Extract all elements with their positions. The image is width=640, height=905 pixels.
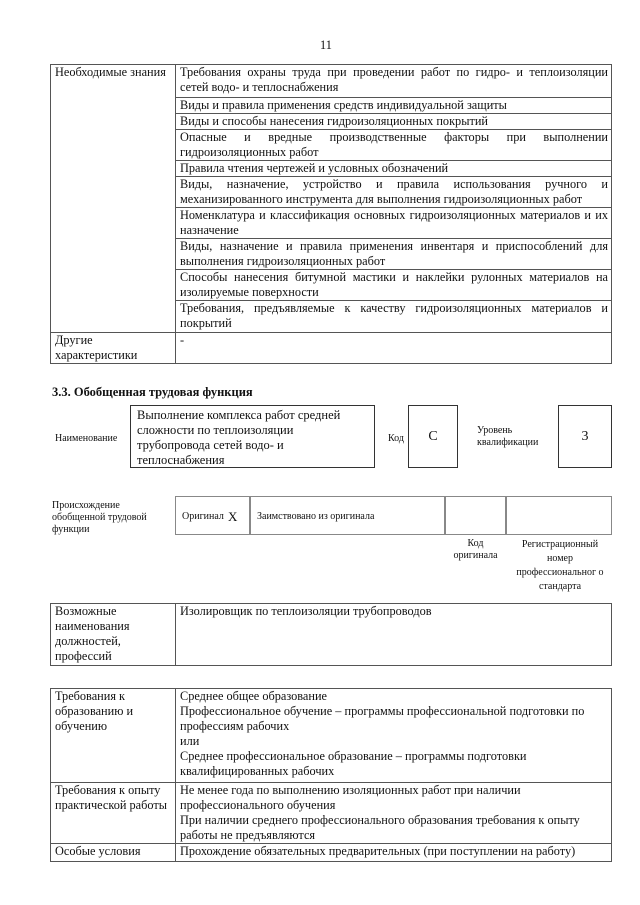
- education-line: Профессиональное обучение – программы профессиональной подготовки по профессиям рабочих: [180, 704, 585, 733]
- origin-code-caption: Код оригинала: [453, 538, 498, 561]
- knowledge-item: Виды, назначение, устройство и правила использования ручного и механизированного инструмента для выполнения гидроизоляционных работ: [176, 177, 612, 208]
- name-value: Выполнение комплекса работ средней сложности по теплоизоляции трубопровода сетей водо- и теплоснабжения: [130, 405, 375, 468]
- knowledge-item: Виды, назначение и правила применения инвентаря и приспособлений для выполнения гидроизоляционных работ: [176, 239, 612, 270]
- name-label: Наименование: [55, 433, 118, 444]
- education-line: Среднее профессиональное образование – программы подготовки квалифицированных рабочих: [180, 749, 527, 778]
- borrowed-label: Заимствовано из оригинала: [257, 511, 375, 522]
- knowledge-item: Опасные и вредные производственные факторы при выполнении гидроизоляционных работ: [176, 130, 612, 161]
- origin-code-cell: [445, 496, 506, 535]
- education-line: Среднее общее образование: [180, 689, 328, 703]
- original-mark: X: [228, 509, 238, 524]
- knowledge-item: Правила чтения чертежей и условных обозначений: [176, 161, 612, 177]
- level-value: 3: [558, 405, 612, 468]
- knowledge-item: Виды и способы нанесения гидроизоляционных покрытий: [176, 114, 612, 130]
- reg-number-caption: Регистрационный номер профессиональног о стандарта: [516, 539, 604, 592]
- page-number: 11: [320, 38, 332, 52]
- knowledge-item: Виды и правила применения средств индивидуальной защиты: [176, 98, 612, 114]
- positions-label: Возможные наименования должностей, профессий: [51, 604, 176, 666]
- knowledge-item: Способы нанесения битумной мастики и наклейки рулонных материалов на изолируемые поверхности: [176, 270, 612, 301]
- special-conditions-line: Прохождение обязательных предварительных (при поступлении на работу): [180, 844, 576, 858]
- other-value: -: [176, 333, 612, 364]
- other-label: Другие характеристики: [51, 333, 176, 364]
- reg-number-cell: [506, 496, 612, 535]
- knowledge-item: Номенклатура и классификация основных гидроизоляционных материалов и их назначение: [176, 208, 612, 239]
- knowledge-label: Необходимые знания: [51, 65, 176, 333]
- experience-line: При наличии среднего профессионального образования требования к опыту работы не предъявляются: [180, 813, 580, 842]
- experience-label: Требования к опыту практической работы: [51, 783, 176, 844]
- knowledge-item: Требования охраны труда при проведении работ по гидро- и теплоизоляции сетей водо- и теплоснабжения: [176, 65, 612, 98]
- code-value: C: [408, 405, 458, 468]
- original-cell: [175, 496, 250, 535]
- requirements-table: [50, 688, 612, 862]
- borrowed-cell: [250, 496, 445, 535]
- knowledge-table: [50, 64, 612, 364]
- experience-line: Не менее года по выполнению изоляционных работ при наличии профессионального обучения: [180, 783, 521, 812]
- original-label: Оригинал: [182, 511, 224, 522]
- positions-value: Изолировщик по теплоизоляции трубопроводов: [176, 604, 612, 666]
- knowledge-item: Требования, предъявляемые к качеству гидроизоляционных материалов и покрытий: [176, 301, 612, 333]
- education-label: Требования к образованию и обучению: [51, 689, 176, 783]
- code-label: Код: [388, 433, 404, 444]
- education-line: или: [180, 734, 200, 748]
- level-label: Уровень квалификации: [477, 425, 539, 448]
- special-conditions-label: Особые условия: [51, 844, 176, 862]
- section-heading: 3.3. Обобщенная трудовая функция: [52, 385, 253, 399]
- origin-label: Происхождение обобщенной трудовой функции: [52, 500, 147, 535]
- positions-table: [50, 603, 612, 666]
